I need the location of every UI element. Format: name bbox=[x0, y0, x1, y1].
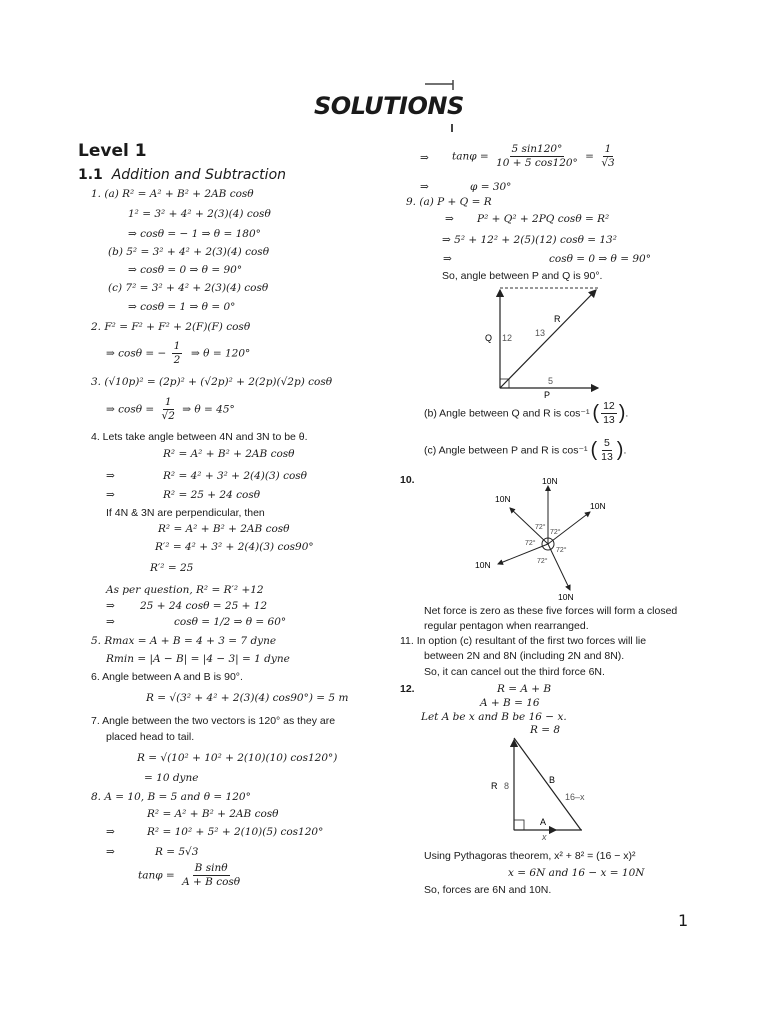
sol-9a-arrow2: ⇒ bbox=[443, 253, 452, 265]
fig10-label-top: 10N bbox=[542, 476, 558, 486]
fig10-angle-4: 72° bbox=[556, 547, 567, 554]
sol-1c: (c) 7² = 3² + 4² + 2(3)(4) cosθ bbox=[108, 282, 269, 294]
sol-8-tan2-den2: √3 bbox=[601, 157, 615, 169]
sol-3-num: 1 bbox=[164, 396, 172, 408]
sol-4-eq2: R² = 4² + 3² + 2(4)(3) cosθ bbox=[163, 470, 307, 482]
sol-2-den: 2 bbox=[173, 354, 181, 366]
sol-4-eq7: 25 + 24 cosθ = 25 + 12 bbox=[140, 600, 268, 612]
sol-8-arrow2: ⇒ bbox=[106, 846, 115, 858]
sol-7-cont: placed head to tail. bbox=[106, 731, 195, 743]
fig9-label-5: 5 bbox=[548, 376, 554, 386]
sol-9b-fraction bbox=[601, 400, 617, 427]
fig10-angle-1: 72° bbox=[535, 524, 546, 531]
sol-7-result: = 10 dyne bbox=[144, 772, 199, 784]
sol-8-tan2-lhs: tanφ = bbox=[452, 150, 489, 163]
sol-8-tan-den: A + B cosθ bbox=[182, 876, 241, 888]
fig12-label-16x: 16–x bbox=[565, 792, 585, 802]
sol-11-line1: 11. In option (c) resultant of the first two forces will lie bbox=[400, 635, 647, 647]
sol-5-rmax: 5. Rmax = A + B = 4 + 3 = 7 dyne bbox=[91, 635, 277, 647]
sol-4-eq4: R² = A² + B² + 2AB cosθ bbox=[158, 523, 290, 535]
sol-4-question: As per question, R² = R′² +12 bbox=[106, 584, 264, 596]
fig10-force-upper-right bbox=[548, 512, 590, 544]
fig10-angle-3: 72° bbox=[525, 540, 536, 547]
fig9-label-p: P bbox=[544, 390, 551, 400]
sol-9b: (b) Angle between Q and R is cos⁻¹ ( $\frac{12}{13}$ ). bbox=[424, 400, 629, 426]
sol-8-tan2-num: 5 sin120° bbox=[511, 143, 563, 155]
sol-2-num: 1 bbox=[173, 340, 181, 352]
sol-4-arrow2: ⇒ bbox=[106, 489, 115, 501]
sol-9a-eq2: ⇒ 5² + 12² + 2(5)(12) cosθ = 13² bbox=[442, 234, 617, 246]
sol-4-perp: If 4N & 3N are perpendicular, then bbox=[106, 507, 265, 519]
sol-4-intro: 4. Lets take angle between 4N and 3N to be θ. bbox=[91, 431, 308, 443]
sol-8-phi: φ = 30° bbox=[470, 181, 512, 193]
fig10-label-upper-right: 10N bbox=[590, 501, 606, 511]
sol-9a-arrow1: ⇒ bbox=[445, 213, 454, 225]
sol-9c: (c) Angle between P and R is cos⁻¹ ( $\frac{5}{13}$ ). bbox=[424, 437, 627, 463]
fig9-label-q: Q bbox=[485, 333, 493, 343]
figure-12-triangle bbox=[486, 734, 596, 844]
sol-1b: (b) 5² = 3² + 4² + 2(3)(4) cosθ bbox=[108, 246, 270, 258]
sol-12-pythagoras: Using Pythagoras theorem, x² + 8² = (16 − x)² bbox=[424, 850, 636, 862]
fig10-label-lower-left: 10N bbox=[475, 560, 491, 570]
sol-3-rhs: ⇒ θ = 45° bbox=[182, 403, 235, 416]
sol-10-number: 10. bbox=[400, 474, 415, 486]
fig9-label-r: R bbox=[554, 314, 561, 324]
level-heading: Level 1 bbox=[78, 141, 147, 161]
section-number: 1.1 bbox=[78, 167, 103, 183]
sol-4-eq1: R² = A² + B² + 2AB cosθ bbox=[163, 448, 295, 460]
sol-2-step bbox=[106, 340, 250, 367]
sol-12-let: Let A be x and B be 16 − x. bbox=[421, 711, 567, 723]
sol-12-result: x = 6N and 16 − x = 10N bbox=[508, 867, 645, 879]
fig12-label-r: R bbox=[491, 781, 498, 791]
sol-9c-num: 5 bbox=[604, 437, 610, 449]
fig12-label-x: x bbox=[542, 832, 547, 842]
fig10-angle-5: 72° bbox=[537, 558, 548, 565]
sol-8-eq3: R = 5√3 bbox=[155, 846, 199, 858]
sol-8-tan2-fraction2 bbox=[599, 143, 616, 170]
fig12-label-8: 8 bbox=[504, 781, 510, 791]
sol-3-step bbox=[106, 396, 235, 423]
sol-1c-step: ⇒ cosθ = 1 ⇒ θ = 0° bbox=[128, 301, 236, 313]
sol-2-lhs: ⇒ cosθ = − bbox=[106, 347, 167, 360]
sol-4-eq8: cosθ = 1/2 ⇒ θ = 60° bbox=[174, 616, 287, 628]
sol-10-line2: regular pentagon when rearranged. bbox=[424, 620, 589, 632]
sol-8-tan2-fraction bbox=[494, 143, 580, 170]
sol-4-eq5: R′² = 4² + 3² + 2(4)(3) cos90° bbox=[155, 541, 314, 553]
sol-4-arrow4: ⇒ bbox=[106, 616, 115, 628]
sol-8-tan2-eq: = bbox=[585, 150, 594, 163]
sol-3: 3. (√10p)² = (2p)² + (√2p)² + 2(2p)(√2p) cosθ bbox=[91, 376, 333, 388]
section-heading bbox=[78, 167, 286, 183]
figure-10-forces bbox=[470, 472, 620, 604]
sol-12-eq2: A + B = 16 bbox=[480, 697, 540, 709]
sol-8-tan2-den: 10 + 5 cos120° bbox=[496, 157, 578, 169]
fig9-label-13: 13 bbox=[535, 328, 546, 338]
fig12-label-a: A bbox=[540, 817, 547, 827]
sol-2: 2. F² = F² + F² + 2(F)(F) cosθ bbox=[91, 321, 251, 333]
sol-12-number: 12. bbox=[400, 683, 415, 695]
fig12-label-b: B bbox=[549, 775, 556, 785]
sol-4-arrow1: ⇒ bbox=[106, 470, 115, 482]
sol-8-tan-num: B sinθ bbox=[194, 862, 228, 874]
sol-9c-text: (c) Angle between P and R is cos⁻¹ bbox=[424, 444, 588, 457]
sol-9a-conclusion: So, angle between P and Q is 90°. bbox=[442, 270, 603, 282]
sol-12-r: R = 8 bbox=[530, 724, 561, 736]
sol-8-eq1: R² = A² + B² + 2AB cosθ bbox=[147, 808, 279, 820]
sol-3-den: √2 bbox=[161, 410, 175, 422]
sol-1a: 1. (a) R² = A² + B² + 2AB cosθ bbox=[91, 188, 254, 200]
sol-9b-num: 12 bbox=[603, 400, 615, 412]
sol-8-tan2-num2: 1 bbox=[604, 143, 612, 155]
sol-8: 8. A = 10, B = 5 and θ = 120° bbox=[91, 791, 251, 803]
sol-7-eq: R = √(10² + 10² + 2(10)(10) cos120°) bbox=[137, 752, 338, 764]
sol-9b-den: 13 bbox=[603, 414, 615, 426]
fig10-label-bottom: 10N bbox=[558, 592, 574, 602]
sol-7: 7. Angle between the two vectors is 120° as they are bbox=[91, 715, 336, 727]
fig9-label-12: 12 bbox=[502, 333, 513, 343]
sol-6-eq: R = √(3² + 4² + 2(3)(4) cos90°) = 5 m bbox=[146, 692, 349, 704]
sol-6: 6. Angle between A and B is 90°. bbox=[91, 671, 243, 683]
sol-8-tan-fraction bbox=[180, 862, 242, 889]
sol-1a-step1: 1² = 3² + 4² + 2(3)(4) cosθ bbox=[128, 208, 271, 220]
sol-3-fraction bbox=[160, 396, 177, 423]
sol-9b-text: (b) Angle between Q and R is cos⁻¹ bbox=[424, 407, 590, 420]
fig10-angle-2: 72° bbox=[550, 529, 561, 536]
page-title: SOLUTIONS bbox=[314, 92, 464, 120]
sol-8-arrow3: ⇒ bbox=[420, 152, 429, 164]
sol-8-tan-lhs: tanφ = bbox=[138, 869, 175, 882]
sol-12-eq1: R = A + B bbox=[497, 683, 552, 695]
sol-8-tan2 bbox=[452, 143, 619, 170]
sol-4-eq3: R² = 25 + 24 cosθ bbox=[163, 489, 261, 501]
sol-9a-eq3: cosθ = 0 ⇒ θ = 90° bbox=[549, 253, 651, 265]
page-number: 1 bbox=[678, 911, 689, 930]
sol-9a: 9. (a) P + Q = R bbox=[406, 196, 492, 208]
figure-9-triangle bbox=[480, 282, 600, 402]
sol-2-fraction bbox=[172, 340, 183, 367]
sol-2-rhs: ⇒ θ = 120° bbox=[191, 347, 251, 360]
fig12-b-side bbox=[514, 738, 581, 830]
fig9-r-vector bbox=[500, 290, 596, 388]
sol-8-arrow4: ⇒ bbox=[420, 181, 429, 193]
section-title: Addition and Subtraction bbox=[111, 167, 287, 183]
sol-11-line3: So, it can cancel out the third force 6N. bbox=[424, 666, 605, 678]
sol-10-line1: Net force is zero as these five forces will form a closed bbox=[424, 605, 678, 617]
sol-5-rmin: Rmin = |A − B| = |4 − 3| = 1 dyne bbox=[106, 653, 290, 665]
sol-8-tan bbox=[138, 862, 244, 889]
sol-4-eq6: R′² = 25 bbox=[150, 562, 194, 574]
sol-9a-eq1: P² + Q² + 2PQ cosθ = R² bbox=[477, 213, 610, 225]
sol-12-conclusion: So, forces are 6N and 10N. bbox=[424, 884, 552, 896]
sol-11-line2: between 2N and 8N (including 2N and 8N). bbox=[424, 650, 625, 662]
sol-9c-fraction bbox=[599, 437, 615, 464]
sol-3-lhs: ⇒ cosθ = bbox=[106, 403, 155, 416]
sol-8-eq2: R² = 10² + 5² + 2(10)(5) cos120° bbox=[147, 826, 324, 838]
sol-1b-step: ⇒ cosθ = 0 ⇒ θ = 90° bbox=[128, 264, 243, 276]
sol-4-arrow3: ⇒ bbox=[106, 600, 115, 612]
sol-8-arrow1: ⇒ bbox=[106, 826, 115, 838]
sol-1a-step2: ⇒ cosθ = − 1 ⇒ θ = 180° bbox=[128, 228, 261, 240]
fig10-label-upper-left: 10N bbox=[495, 494, 511, 504]
sol-9c-den: 13 bbox=[601, 451, 613, 463]
fig12-right-angle bbox=[514, 820, 524, 830]
